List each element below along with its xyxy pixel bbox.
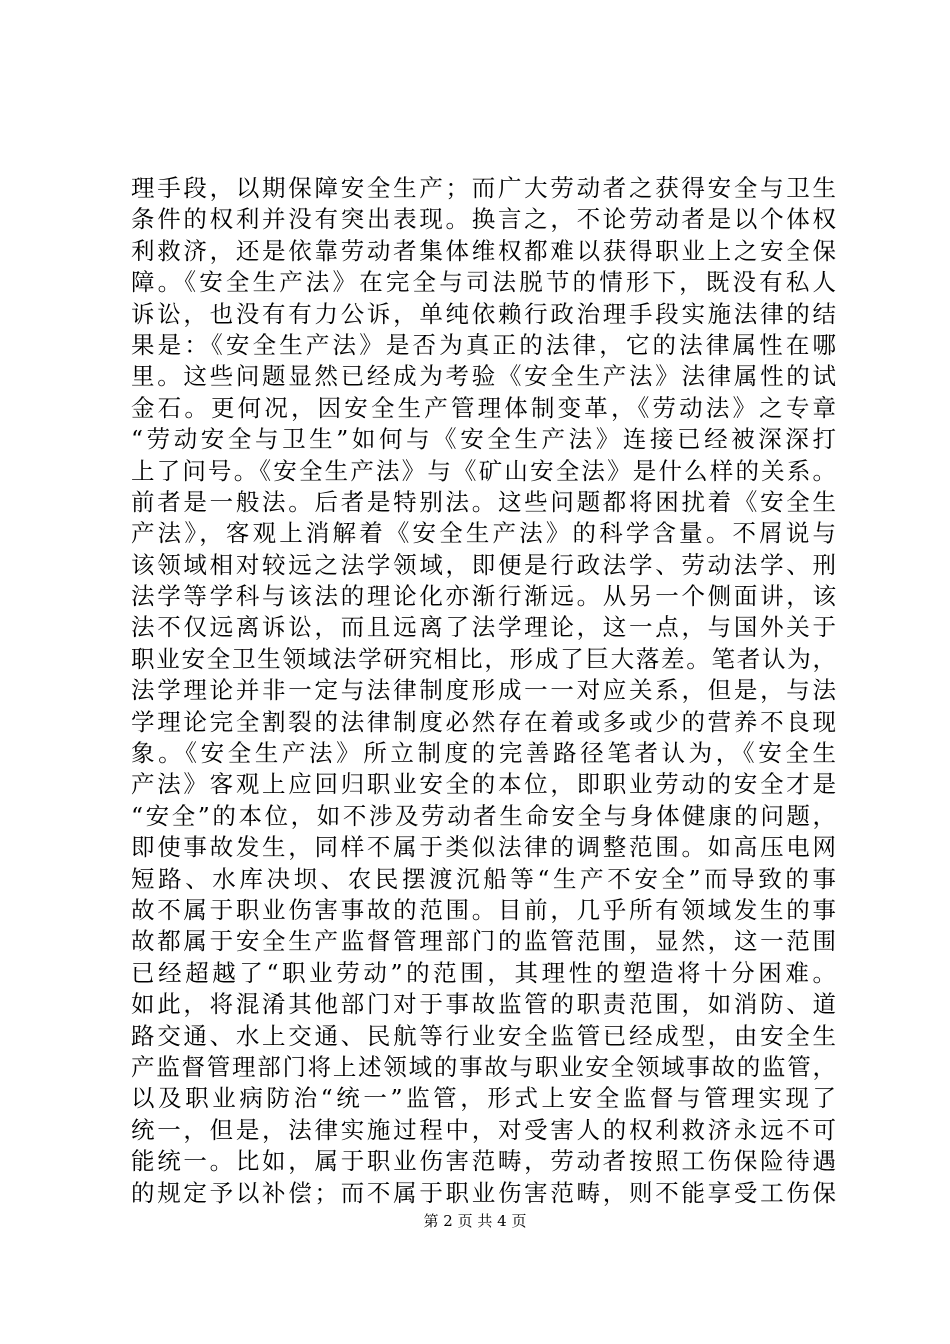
text-line: 即使事故发生，同样不属于类似法律的调整范围。如高压电网 <box>131 833 836 862</box>
text-line: 理手段，以期保障安全生产；而广大劳动者之获得安全与卫生 <box>131 174 836 202</box>
text-line: 学理论完全割裂的法律制度必然存在着或多或少的营养不良现 <box>131 707 836 736</box>
text-line: 统一，但是，法律实施过程中，对受害人的权利救济永远不可 <box>131 1115 836 1144</box>
text-line: 该领域相对较远之法学领域，即便是行政法学、劳动法学、刑 <box>131 550 836 579</box>
text-line: 象。《安全生产法》所立制度的完善路径笔者认为，《安全生 <box>131 739 836 768</box>
text-line: 故都属于安全生产监督管理部门的监管范围，显然，这一范围 <box>131 927 836 956</box>
page-footer <box>0 1211 950 1231</box>
text-line: 如此，将混淆其他部门对于事故监管的职责范围，如消防、道 <box>131 990 836 1019</box>
text-line: 果是：《安全生产法》是否为真正的法律，它的法律属性在哪 <box>131 330 836 359</box>
text-line: 能统一。比如，属于职业伤害范畴，劳动者按照工伤保险待遇 <box>131 1147 836 1176</box>
text-line: 的规定予以补偿；而不属于职业伤害范畴，则不能享受工伤保 <box>131 1178 836 1207</box>
body-text <box>131 173 836 1209</box>
text-line: 产监督管理部门将上述领域的事故与职业安全领域事故的监管， <box>131 1052 836 1081</box>
text-line: 金石。更何况，因安全生产管理体制变革，《劳动法》之专章 <box>131 393 836 422</box>
text-line: 产法》，客观上消解着《安全生产法》的科学含量。不屑说与 <box>131 519 836 548</box>
text-line: 短路、水库决坝、农民摆渡沉船等“生产不安全”而导致的事 <box>131 864 836 893</box>
text-line: 以及职业病防治“统一”监管，形式上安全监督与管理实现了 <box>131 1084 836 1113</box>
text-line: “安全”的本位，如不涉及劳动者生命安全与身体健康的问题， <box>131 801 836 830</box>
text-line: 已经超越了“职业劳动”的范围，其理性的塑造将十分困难。 <box>131 958 836 987</box>
text-line: “劳动安全与卫生”如何与《安全生产法》连接已经被深深打 <box>131 425 836 454</box>
text-line: 障。《安全生产法》在完全与司法脱节的情形下，既没有私人 <box>131 268 836 297</box>
text-line: 诉讼，也没有有力公诉，单纯依赖行政治理手段实施法律的结 <box>131 299 836 328</box>
text-line: 故不属于职业伤害事故的范围。目前，几乎所有领域发生的事 <box>131 895 836 924</box>
text-line: 前者是一般法。后者是特别法。这些问题都将困扰着《安全生 <box>131 487 836 516</box>
text-line: 产法》客观上应回归职业安全的本位，即职业劳动的安全才是 <box>131 770 836 799</box>
text-line: 法学理论并非一定与法律制度形成一一对应关系，但是，与法 <box>131 676 836 705</box>
text-line: 法学等学科与该法的理论化亦渐行渐远。从另一个侧面讲，该 <box>131 582 836 611</box>
text-line: 职业安全卫生领域法学研究相比，形成了巨大落差。笔者认为， <box>131 644 836 673</box>
text-line: 法不仅远离诉讼，而且远离了法学理论，这一点，与国外关于 <box>131 613 836 642</box>
text-line: 利救济，还是依靠劳动者集体维权都难以获得职业上之安全保 <box>131 236 836 265</box>
text-line: 上了问号。《安全生产法》与《矿山安全法》是什么样的关系。 <box>131 456 836 485</box>
text-line: 条件的权利并没有突出表现。换言之，不论劳动者是以个体权 <box>131 205 836 234</box>
text-line: 里。这些问题显然已经成为考验《安全生产法》法律属性的试 <box>131 362 836 391</box>
page-number-label: 第 2 页 共 4 页 <box>423 1212 527 1230</box>
text-line: 路交通、水上交通、民航等行业安全监管已经成型，由安全生 <box>131 1021 836 1050</box>
